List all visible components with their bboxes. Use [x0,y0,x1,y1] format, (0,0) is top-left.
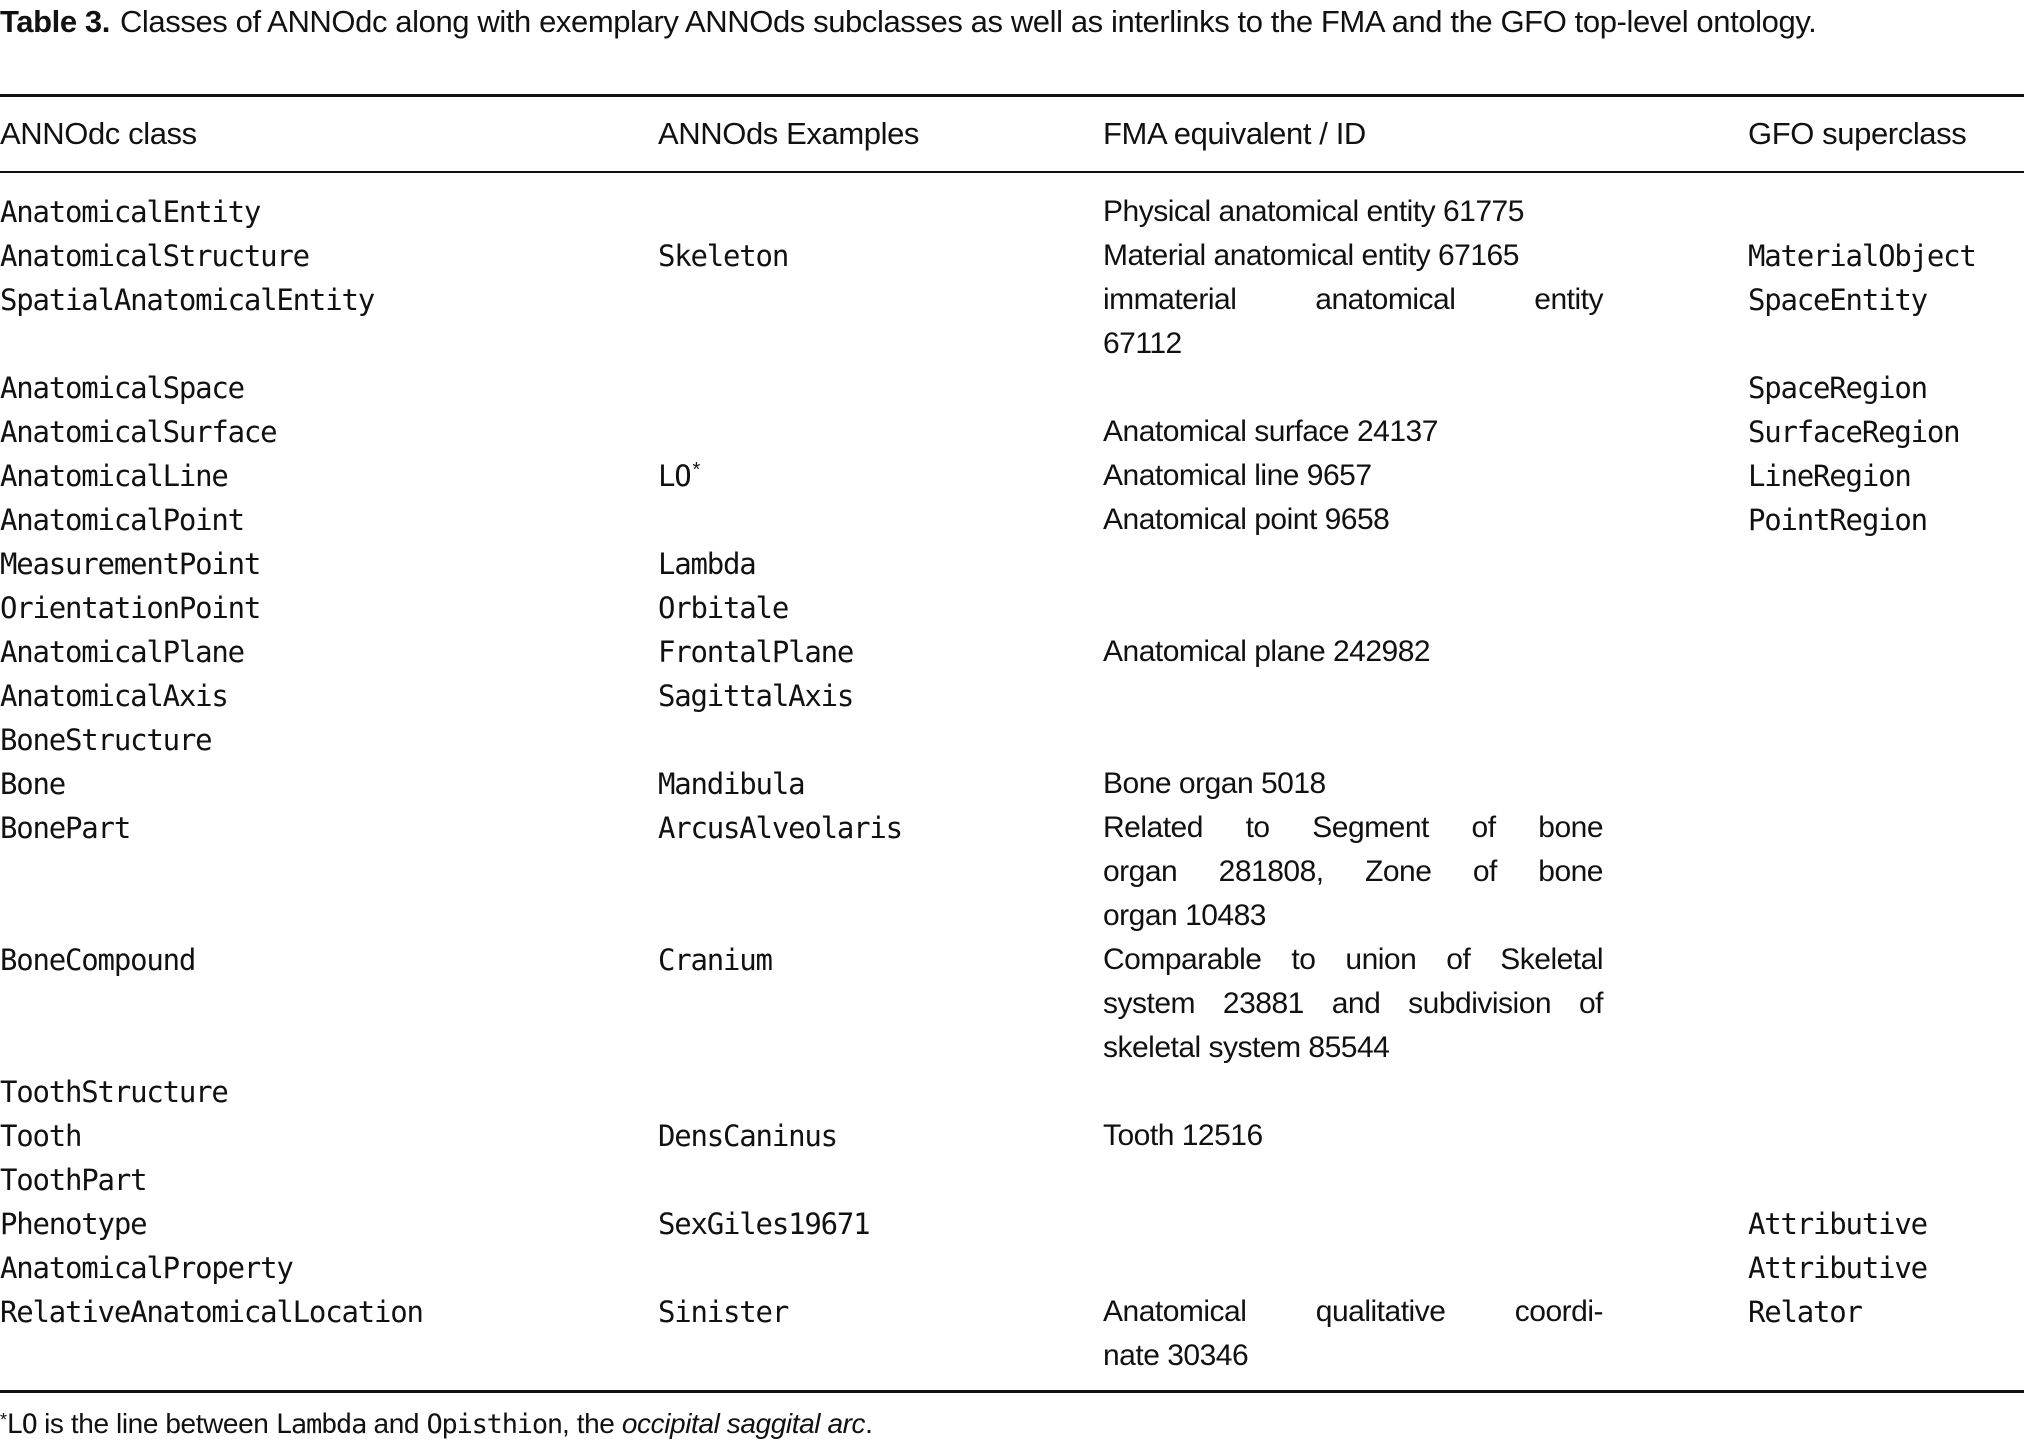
cell-annodc-class: AnatomicalPoint [0,503,244,537]
caption-label: Table 3. [0,4,110,39]
table-row [0,542,2024,586]
footnote-text: and [366,1408,427,1439]
fma-text-line: immaterial anatomical entity [1103,283,1603,316]
cell-annodc-class: AnatomicalStructure [0,239,309,273]
footnote-text: . [865,1408,873,1439]
example-text: LO [658,459,691,493]
cell-annods-example [658,586,788,630]
table-row [0,366,2024,410]
table-row [0,674,2024,718]
table-header [0,110,2024,158]
cell-annodc-class: RelativeAnatomicalLocation [0,1295,423,1329]
cell-annods-example [658,1290,788,1334]
example-text: FrontalPlane [658,635,854,669]
example-text: ArcusAlveolaris [658,811,902,845]
cell-fma-equivalent [1103,454,1603,498]
table-row [0,1202,2024,1246]
cell-annodc-class: AnatomicalProperty [0,1251,293,1285]
table-body [0,190,2024,1378]
header-rule [0,171,2024,173]
cell-fma-equivalent [1103,278,1603,366]
footnote-code-lo: LO [6,1409,37,1440]
cell-fma-equivalent [1103,410,1603,454]
fma-text-line: Anatomical point 9658 [1103,503,1390,536]
cell-gfo-superclass: MaterialObject [1748,239,1976,273]
example-text: Lambda [658,547,756,581]
cell-annods-example [658,454,699,498]
fma-text-line: Bone organ 5018 [1103,767,1326,800]
header-annodc-class: ANNOdc class [0,116,197,151]
fma-text-line: skeletal system 85544 [1103,1031,1390,1064]
footnote-text: , the [561,1408,622,1439]
bottom-rule [0,1390,2024,1393]
cell-annodc-class: Phenotype [0,1207,147,1241]
cell-annodc-class: Bone [0,767,66,801]
footnote-text: is the line between [36,1408,276,1439]
caption-text: Classes of ANNOdc along with exemplary ANNOds subclasses as well as interlinks to the FMA and the GFO top-level ontology. [119,4,1817,39]
example-text: Mandibula [658,767,805,801]
cell-annodc-class: AnatomicalLine [0,459,228,493]
footnote [0,1404,2000,1445]
fma-text-line: 67112 [1103,327,1182,360]
header-gfo-superclass: GFO superclass [1748,116,1967,151]
fma-text-line: Physical anatomical entity 61775 [1103,195,1524,228]
cell-annods-example [658,806,902,850]
table-row [0,498,2024,542]
cell-annodc-class: AnatomicalPlane [0,635,244,669]
cell-annods-example [658,1114,837,1158]
cell-annods-example [658,234,788,278]
header-fma-equivalent: FMA equivalent / ID [1103,116,1366,151]
table-row [0,806,2024,938]
fma-text-line: Anatomical qualitative coordi- [1103,1295,1603,1328]
cell-gfo-superclass: SurfaceRegion [1748,415,1960,449]
cell-annodc-class: AnatomicalAxis [0,679,228,713]
cell-fma-equivalent [1103,938,1603,1070]
table-row [0,762,2024,806]
table-row [0,278,2024,366]
table-row [0,586,2024,630]
cell-annodc-class: AnatomicalSurface [0,415,277,449]
example-text: Skeleton [658,239,789,273]
table-row [0,630,2024,674]
table-row [0,410,2024,454]
table-row [0,718,2024,762]
table-row [0,234,2024,278]
table-row [0,1114,2024,1158]
cell-fma-equivalent [1103,190,1603,234]
cell-annodc-class: SpatialAnatomicalEntity [0,283,374,317]
cell-annods-example [658,542,756,586]
fma-text-line: organ 281808, Zone of bone [1103,855,1603,888]
table-row [0,454,2024,498]
cell-gfo-superclass: SpaceRegion [1748,371,1927,405]
example-text: Cranium [658,943,772,977]
fma-text-line: nate 30346 [1103,1339,1249,1372]
cell-fma-equivalent [1103,1290,1603,1378]
cell-annods-example [658,1202,869,1246]
footnote-reference-mark: * [692,459,700,481]
fma-text-line: Anatomical surface 24137 [1103,415,1438,448]
footnote-code-lambda: Lambda [275,1409,367,1440]
cell-annodc-class: BonePart [0,811,131,845]
cell-gfo-superclass: LineRegion [1748,459,1911,493]
example-text: DensCaninus [658,1119,837,1153]
example-text: Orbitale [658,591,789,625]
table-row [0,938,2024,1070]
example-text: Sinister [658,1295,789,1329]
footnote-italic: occipital saggital arc [621,1408,866,1439]
fma-text-line: Material anatomical entity 67165 [1103,239,1519,272]
cell-annodc-class: Tooth [0,1119,82,1153]
fma-text-line: organ 10483 [1103,899,1266,932]
cell-gfo-superclass: PointRegion [1748,503,1927,537]
cell-fma-equivalent [1103,1114,1603,1158]
fma-text-line: Anatomical plane 242982 [1103,635,1431,668]
fma-text-line: Anatomical line 9657 [1103,459,1372,492]
fma-text-line: Related to Segment of bone [1103,811,1603,844]
example-text: SagittalAxis [658,679,854,713]
cell-gfo-superclass: SpaceEntity [1748,283,1927,317]
table-row [0,190,2024,234]
cell-annodc-class: ToothPart [0,1163,147,1197]
cell-annods-example [658,762,804,806]
cell-annods-example [658,674,853,718]
cell-annodc-class: BoneStructure [0,723,212,757]
cell-annodc-class: MeasurementPoint [0,547,261,581]
cell-fma-equivalent [1103,762,1603,806]
cell-annodc-class: AnatomicalSpace [0,371,244,405]
cell-annodc-class: BoneCompound [0,943,196,977]
header-annods-examples: ANNOds Examples [658,116,920,151]
table-caption [0,0,1990,44]
fma-text-line: Tooth 12516 [1103,1119,1263,1152]
cell-fma-equivalent [1103,630,1603,674]
cell-annodc-class: AnatomicalEntity [0,195,261,229]
footnote-mark: * [0,1410,7,1430]
cell-annodc-class: ToothStructure [0,1075,228,1109]
fma-text-line: Comparable to union of Skeletal [1103,943,1603,976]
cell-fma-equivalent [1103,498,1603,542]
cell-fma-equivalent [1103,806,1603,938]
top-rule [0,94,2024,97]
table-row [0,1290,2024,1378]
cell-annods-example [658,630,853,674]
footnote-code-opisthion: Opisthion [426,1409,562,1440]
table-row [0,1246,2024,1290]
table-row [0,1158,2024,1202]
cell-gfo-superclass: Attributive [1748,1207,1927,1241]
cell-annods-example [658,938,772,982]
cell-gfo-superclass: Relator [1748,1295,1862,1329]
fma-text-line: system 23881 and subdivision of [1103,987,1603,1020]
example-text: SexGiles19671 [658,1207,870,1241]
cell-annodc-class: OrientationPoint [0,591,261,625]
cell-gfo-superclass: Attributive [1748,1251,1927,1285]
cell-fma-equivalent [1103,234,1603,278]
table-row [0,1070,2024,1114]
